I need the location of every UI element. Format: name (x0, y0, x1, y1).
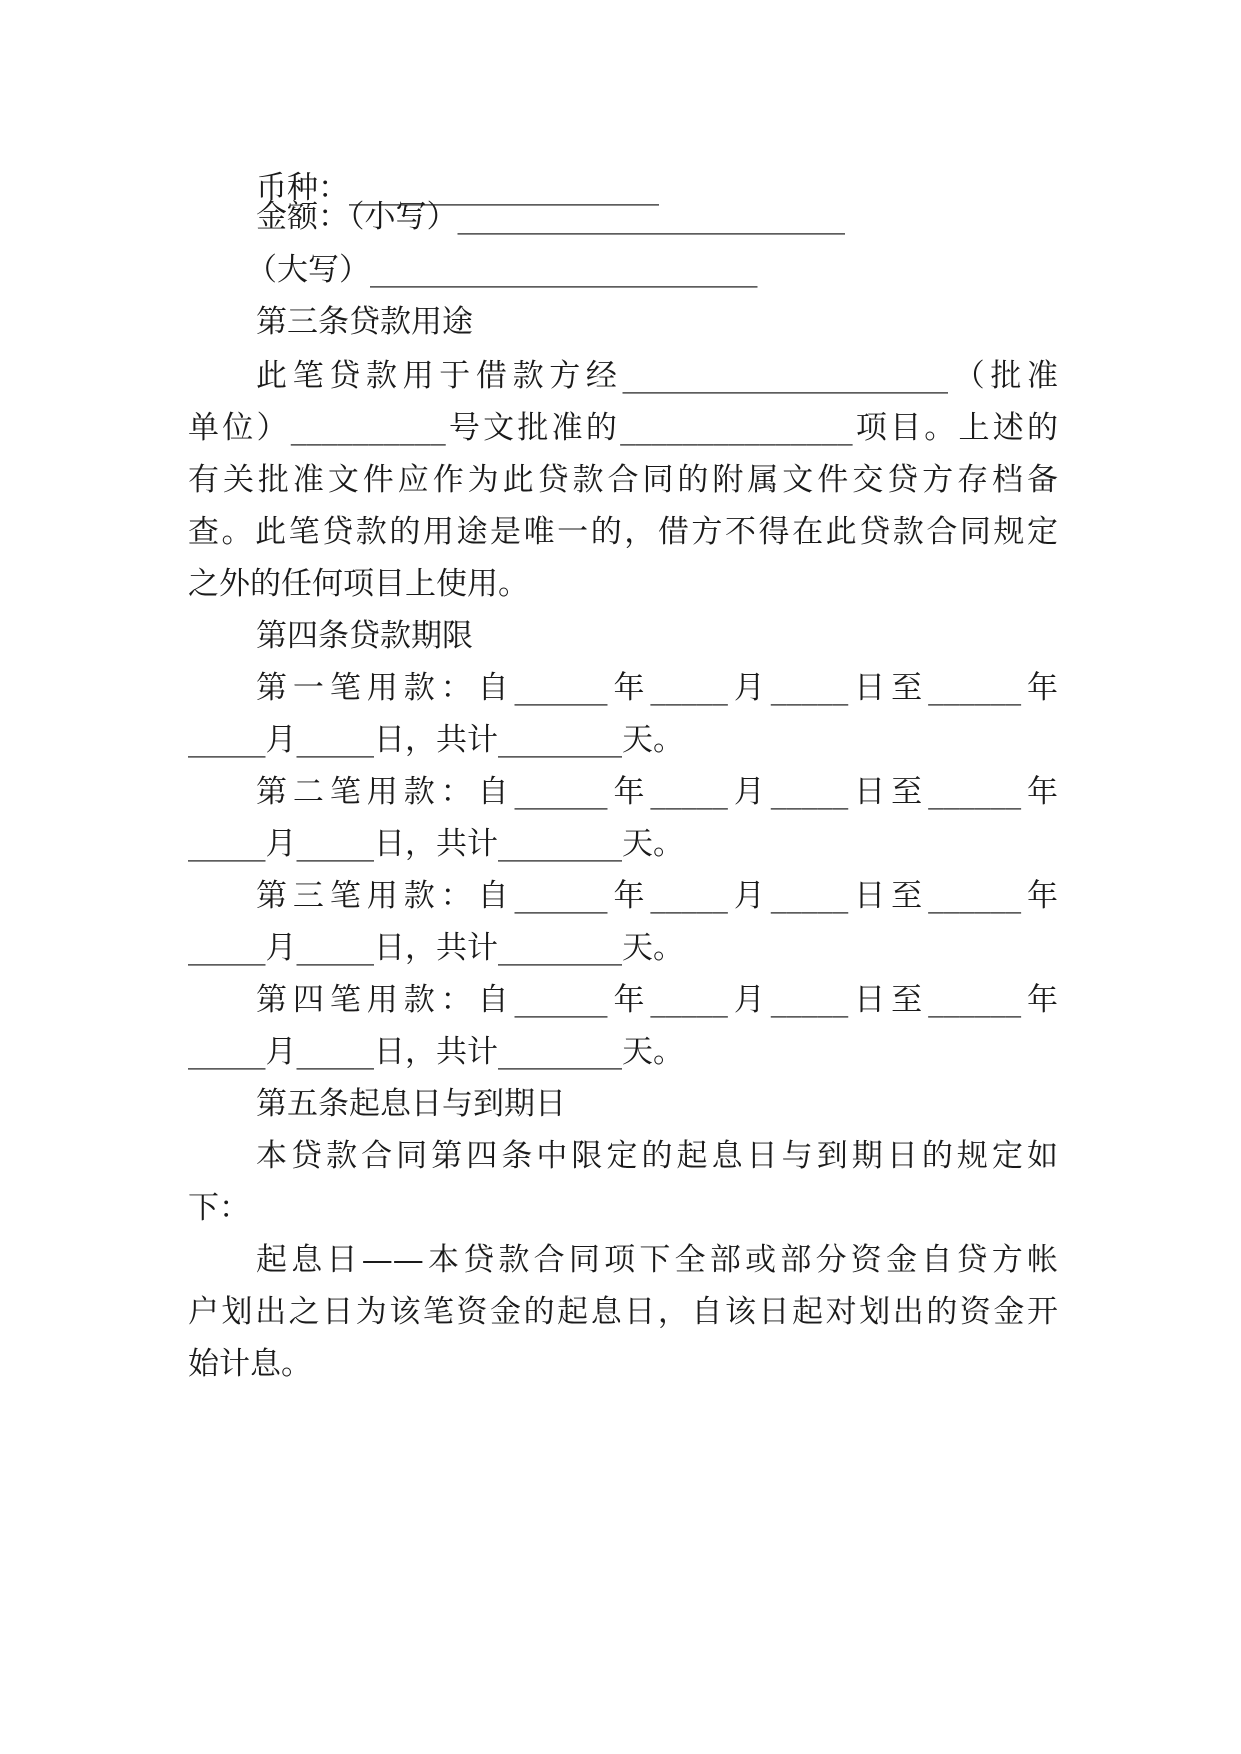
article-3-paragraph-line-1: 此笔贷款用于借款方经_____________________（批准 (256, 358, 1058, 394)
fourth-drawdown-line-1: 第四笔用款：自______年_____月_____日至______年 (256, 982, 1058, 1018)
article-3-paragraph-line-3: 有关批准文件应作为此贷款合同的附属文件交贷方存档备 (188, 462, 1058, 498)
currency-field-line: 币种：____________________ (256, 170, 659, 206)
value-date-paragraph-line-2: 户划出之日为该笔资金的起息日，自该日起对划出的资金开 (188, 1294, 1058, 1330)
fourth-drawdown-line-2: _____月_____日，共计________天。 (188, 1034, 684, 1070)
article-3-paragraph-line-4: 查。此笔贷款的用途是唯一的，借方不得在此贷款合同规定 (188, 514, 1058, 550)
value-date-paragraph-line-3: 始计息。 (188, 1346, 312, 1382)
second-drawdown-line-2: _____月_____日，共计________天。 (188, 826, 684, 862)
article-4-heading: 第四条贷款期限 (256, 618, 473, 654)
first-drawdown-line-2: _____月_____日，共计________天。 (188, 722, 684, 758)
amount-uppercase-line: （大写）_________________________ (246, 252, 758, 288)
article-3-paragraph-line-5: 之外的任何项目上使用。 (188, 566, 529, 602)
article-5-paragraph-line-2: 下： (188, 1190, 250, 1226)
second-drawdown-line-1: 第二笔用款：自______年_____月_____日至______年 (256, 774, 1058, 810)
article-5-paragraph-line-1: 本贷款合同第四条中限定的起息日与到期日的规定如 (256, 1138, 1058, 1174)
value-date-paragraph-line-1: 起息日——本贷款合同项下全部或部分资金自贷方帐 (256, 1242, 1058, 1278)
article-3-paragraph-line-2: 单位）__________号文批准的_______________项目。上述的 (188, 410, 1058, 446)
third-drawdown-line-2: _____月_____日，共计________天。 (188, 930, 684, 966)
article-3-heading: 第三条贷款用途 (256, 304, 473, 340)
article-5-heading: 第五条起息日与到期日 (256, 1086, 566, 1122)
first-drawdown-line-1: 第一笔用款：自______年_____月_____日至______年 (256, 670, 1058, 706)
third-drawdown-line-1: 第三笔用款：自______年_____月_____日至______年 (256, 878, 1058, 914)
amount-lowercase-line: 金额：（小写）_________________________ (256, 199, 845, 235)
